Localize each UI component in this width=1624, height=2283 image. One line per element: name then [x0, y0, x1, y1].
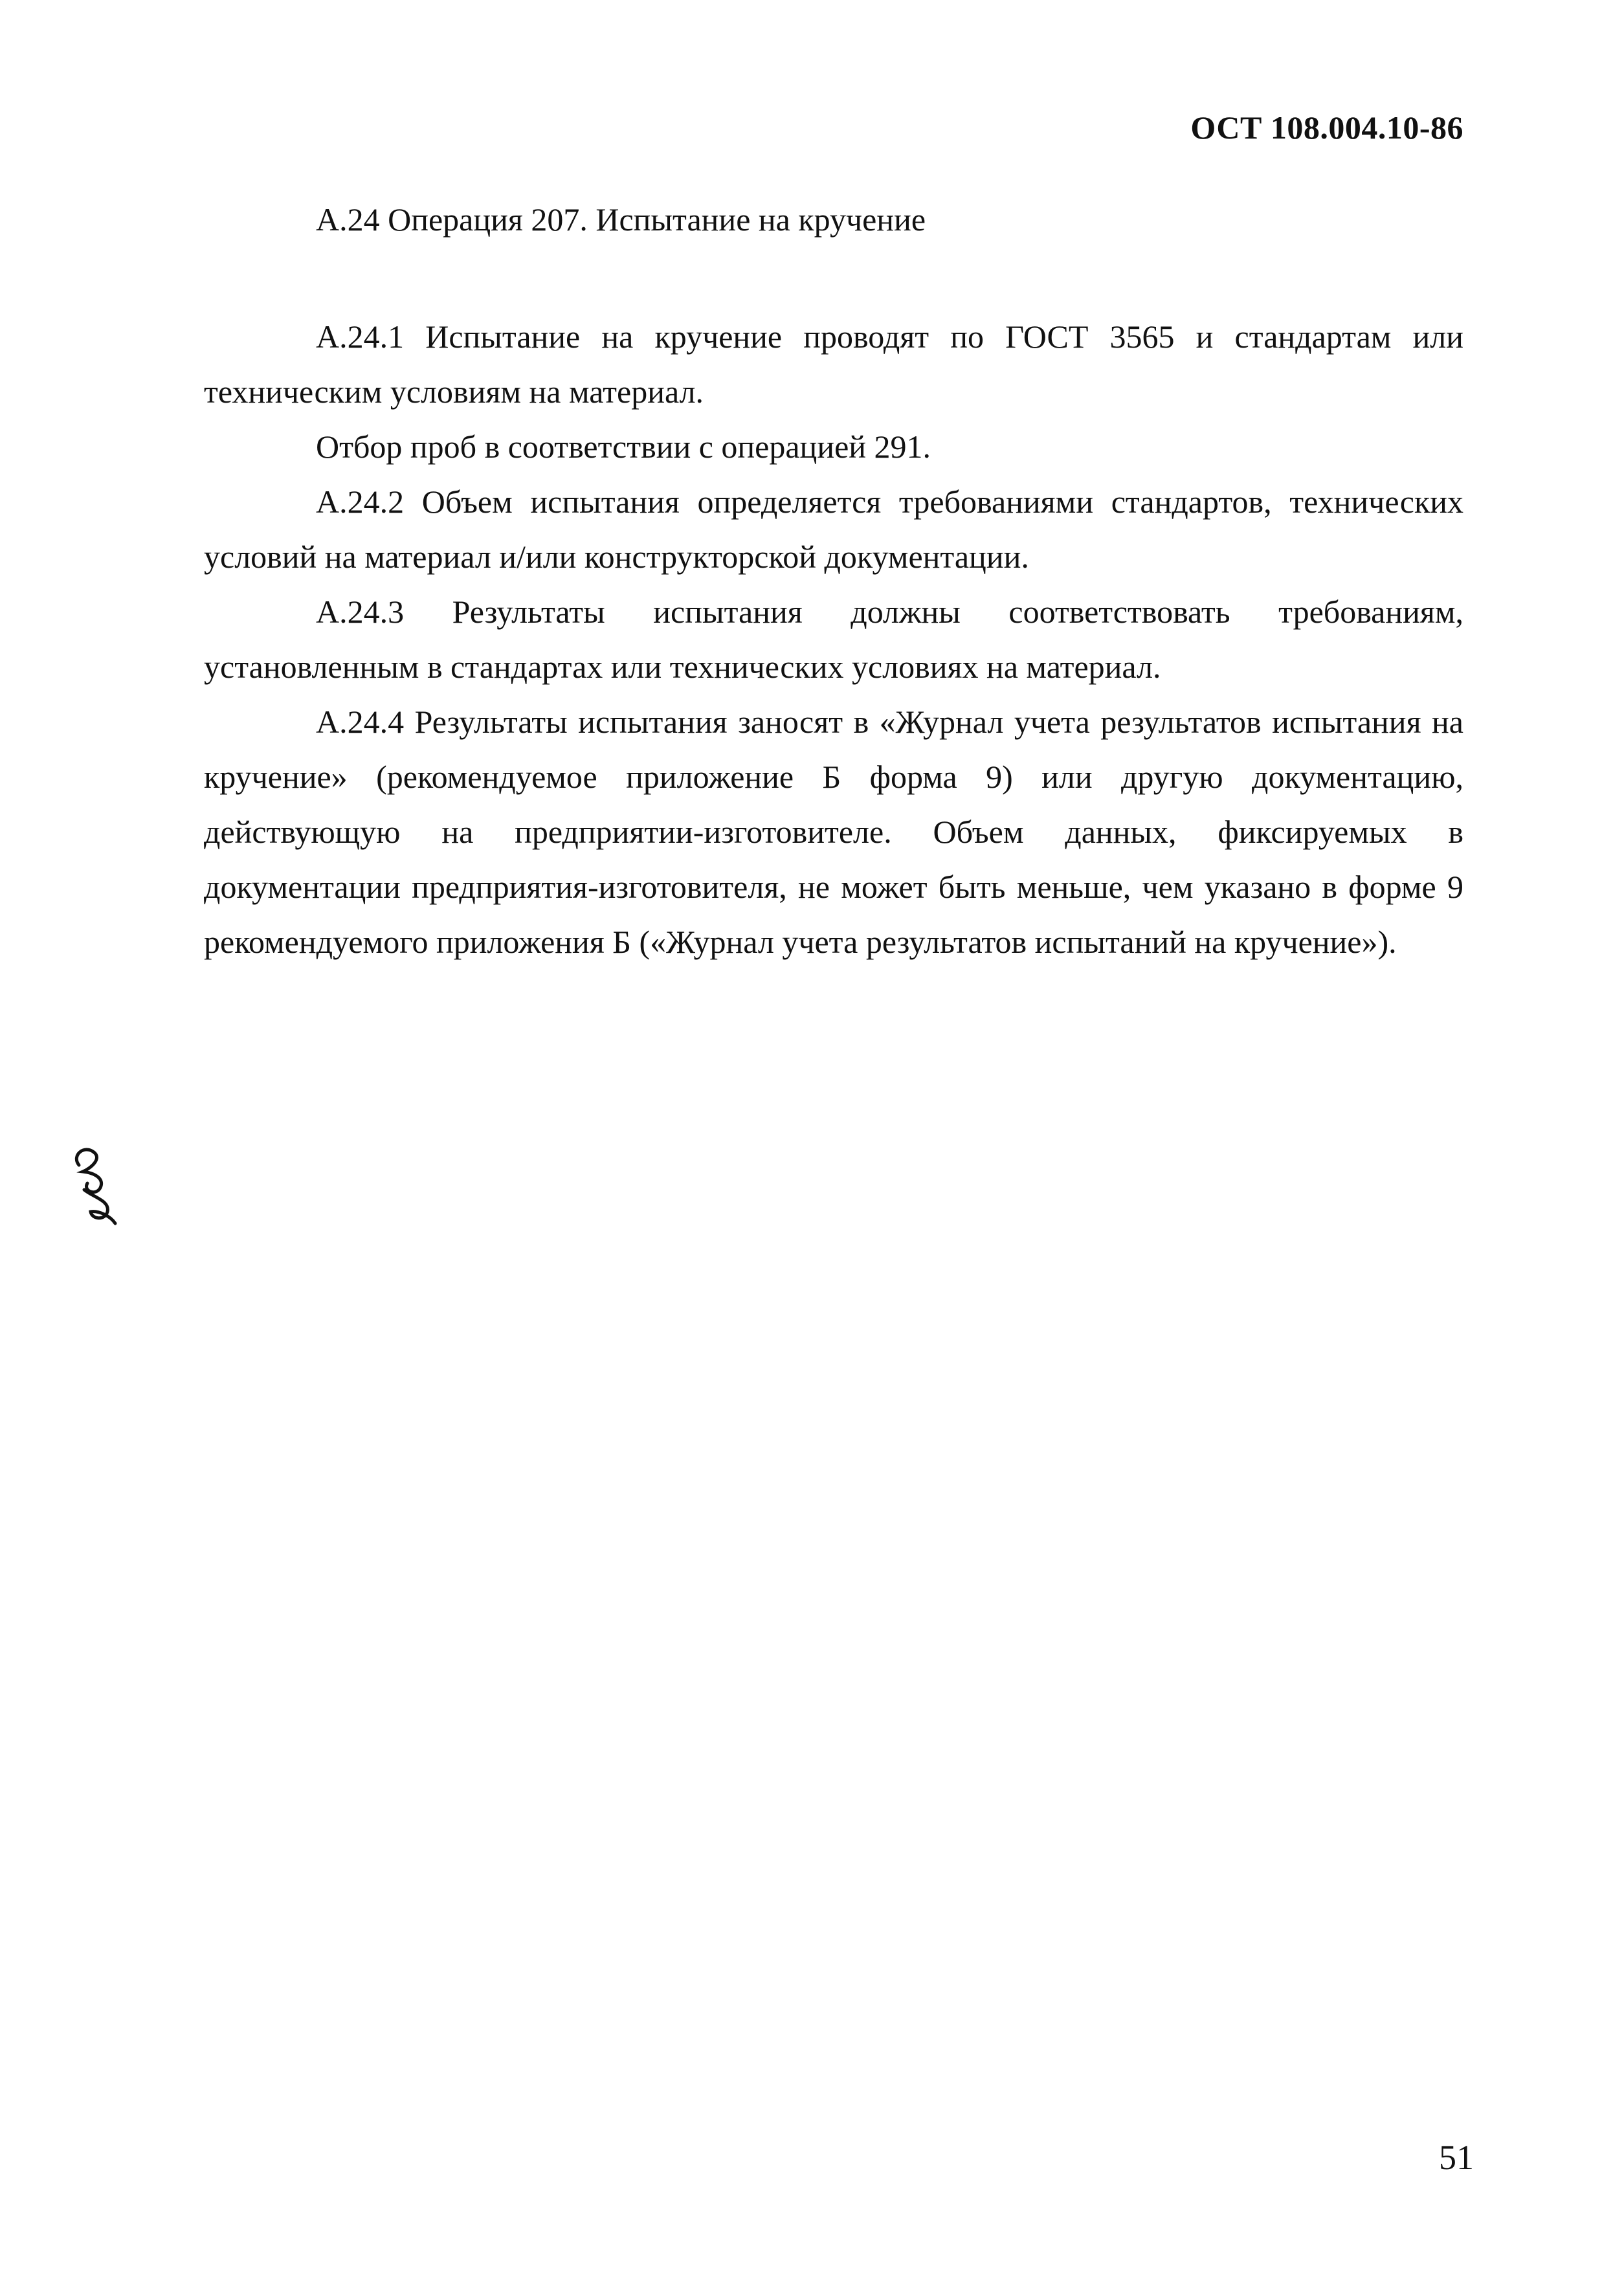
section-title: А.24 Операция 207. Испытание на кручение [316, 201, 926, 238]
paragraph-sampling: Отбор проб в соответствии с операцией 291. [316, 429, 931, 465]
document-code: ОСТ 108.004.10-86 [1190, 109, 1463, 146]
page-number: 51 [1439, 2138, 1474, 2177]
paragraph-a24-2: А.24.2 Объем испытания определяется требованиями стандартов, технических условий на материал и/или конструкторской документации. [204, 484, 1463, 575]
paragraph-a24-1: А.24.1 Испытание на кручение проводят по ГОСТ 3565 и стандартам или техническим условиям на материал. [204, 318, 1463, 410]
body-text [204, 309, 1463, 970]
handwritten-signature-mark [65, 1139, 123, 1230]
paragraph-a24-4: А.24.4 Результаты испытания заносят в «Журнал учета результатов испытания на кручение» (рекомендуемое приложение Б форма 9) или другую документацию, действующую на предприятии-изготовителе. Объем данных, фиксируемых в документации предприятия-изготовителя, не может быть меньше, чем указано в форме 9 рекомендуемого приложения Б («Журнал учета результатов испытаний на кручение»). [204, 704, 1463, 960]
paragraph-a24-3: А.24.3 Результаты испытания должны соответствовать требованиям, установленным в стандартах или технических условиях на материал. [204, 594, 1463, 685]
